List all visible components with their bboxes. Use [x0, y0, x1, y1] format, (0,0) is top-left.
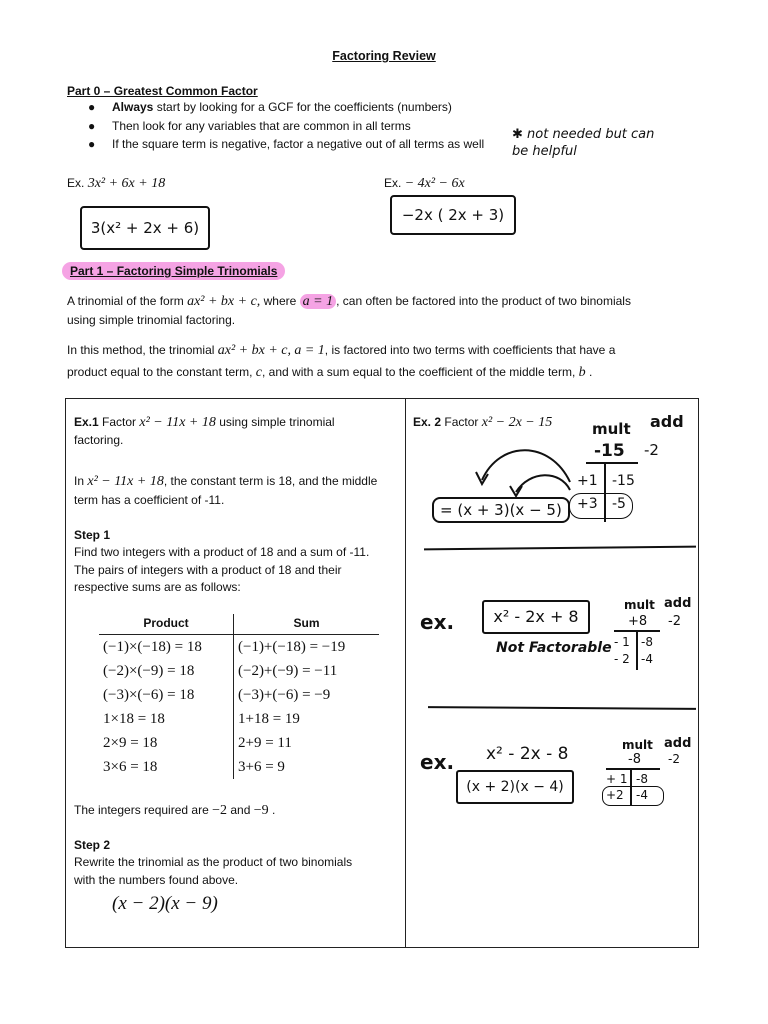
ex1-header-line2: factoring.: [74, 433, 124, 447]
column-header-product: Product: [99, 614, 233, 635]
math-condition: a = 1: [294, 343, 325, 358]
bullet-dot-icon: ●: [88, 137, 96, 151]
sum-cell: 1+18 = 19: [237, 710, 300, 727]
factor-pair-left: - 2: [614, 652, 630, 666]
sum-cell: 2+9 = 11: [237, 734, 292, 751]
ex2-header: [413, 415, 552, 431]
text: product equal to the constant term,: [67, 365, 253, 379]
ex3-expression: x² - 2x + 8: [482, 600, 590, 634]
part0-heading: Part 0 – Greatest Common Factor: [67, 84, 258, 98]
integer-value: −2: [212, 803, 227, 818]
ex1-header: [74, 415, 335, 431]
mult-label: mult: [624, 598, 655, 612]
add-label: add: [650, 412, 684, 431]
text: and: [230, 803, 251, 817]
math-var: c: [255, 365, 263, 380]
ex4-expression: x² - 2x - 8: [486, 744, 569, 764]
bullet-text: Then look for any variables that are common in all terms: [112, 119, 411, 133]
product-cell: (−3)×(−6) = 18: [99, 683, 233, 707]
factor-pair-right: -5: [612, 496, 626, 512]
text: using simple trinomial: [219, 415, 335, 429]
step1-heading: Step 1: [74, 528, 111, 542]
factor-table-line: [606, 768, 660, 770]
text: In: [74, 474, 85, 488]
text: where: [263, 294, 297, 308]
sum-value: -2: [668, 752, 680, 766]
factor-pair-right: -4: [641, 652, 653, 666]
ex1-intro: [74, 474, 377, 490]
math-var: b: [578, 365, 586, 380]
bullet-text: start by looking for a GCF for the coefficients (numbers): [153, 100, 452, 114]
factor-pair-left: +2: [606, 788, 624, 802]
ex4-label: ex.: [420, 750, 455, 774]
product-value: +8: [628, 614, 648, 629]
ex2-expression: x² − 2x − 15: [481, 415, 553, 430]
sum-cell: (−1)+(−18) = −19: [237, 638, 346, 655]
part1-heading: Part 1 – Factoring Simple Trinomials: [62, 262, 285, 280]
sum-value: -2: [668, 614, 681, 629]
table-header-row: [99, 614, 379, 635]
factor-table-divider: [636, 630, 638, 670]
text: In this method, the trinomial: [67, 343, 215, 357]
add-label: add: [664, 736, 692, 751]
text: , the constant term is 18, and the middle: [163, 474, 378, 488]
highlighted-condition: a = 1: [300, 294, 336, 309]
integer-value: −9: [253, 803, 269, 818]
example-expression: − 4x² − 6x: [404, 176, 465, 191]
page-title: Factoring Review: [332, 49, 436, 63]
step2-heading: Step 2: [74, 838, 111, 852]
intro-line-1: [67, 294, 631, 310]
text: Factor: [102, 415, 137, 429]
product-cell: (−2)×(−9) = 18: [99, 659, 233, 683]
arrow-curve: [516, 475, 570, 492]
step2-line: with the numbers found above.: [74, 873, 239, 887]
math-form: ax² + bx + c,: [217, 343, 291, 358]
step1-line: The pairs of integers with a product of 18 and their: [74, 563, 342, 577]
step2-line: Rewrite the trinomial as the product of two binomials: [74, 855, 353, 869]
column-header-sum: Sum: [233, 614, 379, 635]
table-row: [99, 635, 379, 660]
factor-pair-right: -15: [612, 473, 635, 489]
sum-value: -2: [644, 441, 659, 459]
pairs-table: [99, 614, 379, 779]
ex3-label: ex.: [420, 610, 455, 634]
gcf-answer-1: 3(x² + 2x + 6): [80, 206, 210, 250]
table-row: [99, 707, 379, 731]
method-line-2: [67, 365, 592, 381]
ex1-label: Ex.1: [74, 415, 99, 429]
math-form: ax² + bx + c,: [187, 294, 261, 309]
text: , can often be factored into the product of two binomials: [336, 294, 631, 308]
arrow-curves: [470, 440, 590, 500]
product-value: -8: [628, 752, 641, 767]
ex4-answer: (x + 2)(x − 4): [456, 770, 574, 804]
text: A trinomial of the form: [67, 294, 184, 308]
table-row: [99, 683, 379, 707]
handwritten-note: ✱ not needed but can be helpful: [512, 127, 655, 159]
ex2-answer-prefix: [422, 497, 560, 523]
step1-line: Find two integers with a product of 18 and a sum of -11.: [74, 545, 370, 559]
factor-table-line: [586, 462, 638, 464]
gcf-example-2: [384, 176, 465, 192]
text: , and with a sum equal to the coefficient of the middle term,: [262, 365, 576, 379]
mult-label: mult: [592, 420, 631, 438]
ex2-label: Ex. 2: [413, 415, 442, 429]
ex2-answer: = (x + 3)(x − 5): [432, 497, 570, 523]
method-line-1: [67, 343, 615, 359]
ex1-answer: (x − 2)(x − 9): [112, 893, 218, 914]
factor-pair-right: -4: [636, 788, 648, 802]
table-row: [99, 659, 379, 683]
step1-line: respective sums are as follows:: [74, 580, 241, 594]
text: .: [589, 365, 593, 379]
sum-cell: 3+6 = 9: [237, 758, 285, 775]
product-cell: 2×9 = 18: [99, 731, 233, 755]
table-row: [99, 755, 379, 779]
bullet-dot-icon: ●: [88, 119, 96, 133]
factor-pair-left: +1: [577, 473, 598, 489]
add-label: add: [664, 596, 692, 611]
text: The integers required are: [74, 803, 209, 817]
mult-label: mult: [622, 738, 653, 752]
ex1-expression: x² − 11x + 18: [139, 415, 216, 430]
ex1-expression: x² − 11x + 18: [87, 474, 164, 489]
bullet-text: If the square term is negative, factor a negative out of all terms as well: [112, 137, 485, 151]
text: , is factored into two terms with coefficients that have a: [324, 343, 616, 357]
product-cell: 1×18 = 18: [99, 707, 233, 731]
gcf-example-1: [67, 176, 165, 192]
sum-cell: (−2)+(−9) = −11: [237, 662, 338, 679]
bullet-dot-icon: ●: [88, 100, 96, 114]
product-cell: (−1)×(−18) = 18: [99, 635, 233, 660]
column-divider: [405, 399, 406, 947]
example-expression: 3x² + 6x + 18: [87, 176, 166, 191]
table-row: [99, 731, 379, 755]
intro-line-2: using simple trinomial factoring.: [67, 313, 236, 327]
example-label: Ex.: [67, 176, 85, 190]
factor-pair-left: - 1: [614, 635, 630, 649]
factor-pair-right: -8: [641, 635, 653, 649]
gcf-answer-2: −2x ( 2x + 3): [390, 195, 516, 235]
product-value: -15: [594, 441, 625, 461]
example-label: Ex.: [384, 176, 402, 190]
ex3-result: Not Factorable: [496, 640, 612, 656]
factor-pair-right: -8: [636, 772, 648, 786]
text: .: [271, 803, 276, 817]
factor-pair-left: +3: [577, 496, 598, 512]
required-integers: [74, 803, 275, 819]
text: Factor: [444, 415, 479, 429]
ex1-intro-line2: term has a coefficient of -11.: [74, 493, 225, 507]
factor-pair-left: + 1: [606, 772, 628, 786]
product-cell: 3×6 = 18: [99, 755, 233, 779]
bullet-bold: Always: [112, 100, 154, 114]
sum-cell: (−3)+(−6) = −9: [237, 686, 331, 703]
